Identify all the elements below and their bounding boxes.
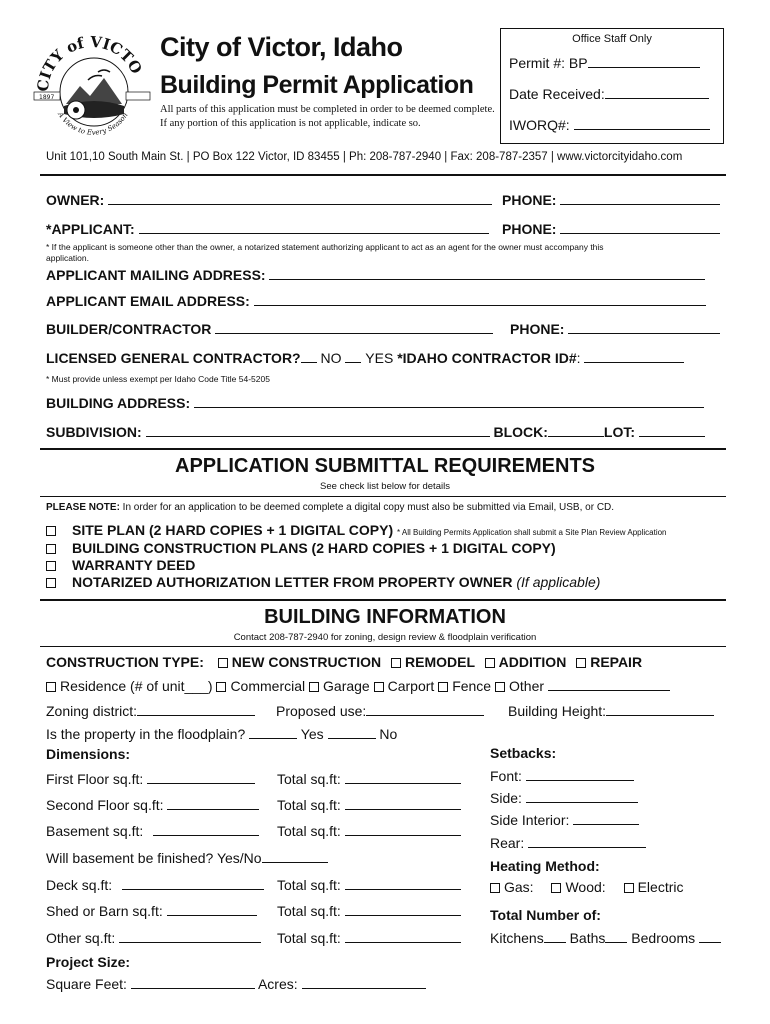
- basement-finished-row: [46, 850, 328, 866]
- floodplain-no-label: No: [379, 726, 398, 742]
- basement-label: Basement sq.ft:: [46, 823, 144, 839]
- room-counts-row: [490, 930, 721, 946]
- licensed-yes-blank[interactable]: [345, 350, 361, 363]
- building-height-label: Building Height:: [508, 703, 607, 719]
- building-address-field[interactable]: [194, 395, 704, 408]
- wood-checkbox[interactable]: [551, 883, 561, 893]
- first-floor-total-row: [277, 771, 461, 787]
- zoning-field[interactable]: [137, 703, 255, 716]
- licensed-contractor-row: LICENSED GENERAL CONTRACTOR? NO YES *IDAHO CONTRACTOR ID#:: [46, 350, 684, 366]
- repair-checkbox[interactable]: [576, 658, 586, 668]
- phone-field-2[interactable]: [560, 221, 720, 234]
- permit-number-row: [509, 55, 700, 71]
- wood-label: Wood:: [565, 879, 606, 895]
- svg-text:A View to Every Season: A View to Every Season: [56, 110, 130, 137]
- contact-line: Unit 101,10 South Main St. | PO Box 122 Victor, ID 83455 | Ph: 208-787-2940 | Fax: 208-787-2357 | www.victorcityidaho.com: [46, 151, 683, 163]
- site-plan-note: * All Building Permits Application shall submit a Site Plan Review Application: [397, 528, 667, 537]
- licensed-note: * Must provide unless exempt per Idaho Code Title 54-5205: [46, 374, 270, 384]
- electric-checkbox[interactable]: [624, 883, 634, 893]
- baths-label: Baths: [569, 930, 606, 946]
- total-label: Total sq.ft:: [277, 930, 341, 946]
- side-setback-row: [490, 790, 638, 806]
- addition-checkbox[interactable]: [485, 658, 495, 668]
- office-staff-heading: Office Staff Only: [572, 33, 652, 45]
- dimensions-heading: Dimensions:: [46, 746, 131, 762]
- front-setback-field[interactable]: [526, 768, 634, 781]
- builder-field[interactable]: [215, 321, 493, 334]
- basement-row: [46, 823, 259, 839]
- bedrooms-field[interactable]: [699, 930, 721, 943]
- please-note-text: In order for an application to be deemed complete a digital copy must also be submitted via Email, USB, or CD.: [119, 502, 615, 513]
- iworq-field[interactable]: [574, 117, 710, 130]
- intro-text: All parts of this application must be completed in order to be deemed complete. If any portion of this application is not applicable, indicate so.: [160, 104, 495, 129]
- mailing-address-row: [46, 267, 705, 283]
- square-feet-field[interactable]: [131, 976, 255, 989]
- page-title: City of Victor, Idaho: [160, 32, 403, 62]
- project-size-heading: Project Size:: [46, 954, 131, 970]
- deck-total-field[interactable]: [345, 877, 461, 890]
- electric-label: Electric: [637, 879, 684, 895]
- email-address-row: [46, 293, 706, 309]
- date-received-field[interactable]: [605, 86, 709, 99]
- zoning-label: Zoning district:: [46, 703, 138, 719]
- authorization-letter-checkbox[interactable]: [46, 578, 56, 588]
- other-checkbox[interactable]: [495, 682, 505, 692]
- proposed-use-field[interactable]: [366, 703, 484, 716]
- carport-label: Carport: [387, 678, 435, 694]
- svg-text:CITY of VICTOR: CITY of VICTO: [33, 32, 146, 93]
- other-total-field[interactable]: [345, 930, 461, 943]
- garage-checkbox[interactable]: [309, 682, 319, 692]
- baths-field[interactable]: [605, 930, 627, 943]
- mailing-address-label: APPLICANT MAILING ADDRESS:: [46, 267, 266, 283]
- first-floor-row: [46, 771, 255, 787]
- total-label: Total sq.ft:: [277, 771, 341, 787]
- city-seal-logo: [30, 30, 152, 138]
- phone-row-2: [502, 221, 720, 237]
- gas-checkbox[interactable]: [490, 883, 500, 893]
- licensed-contractor-label: LICENSED GENERAL CONTRACTOR?: [46, 350, 301, 366]
- phone-row-3: [510, 321, 720, 337]
- iworq-row: [509, 117, 710, 133]
- second-floor-row: [46, 797, 259, 813]
- total-number-heading: Total Number of:: [490, 907, 601, 923]
- shed-total-field[interactable]: [345, 903, 461, 916]
- lot-field[interactable]: [639, 424, 705, 437]
- new-construction-checkbox[interactable]: [218, 658, 228, 668]
- section-divider-2: [40, 496, 726, 497]
- phone-label: PHONE:: [502, 192, 557, 208]
- phone-label: PHONE:: [502, 221, 557, 237]
- requirement-warranty-deed: [46, 557, 195, 573]
- floodplain-yes-blank[interactable]: [249, 726, 297, 739]
- rear-setback-row: [490, 835, 646, 851]
- side-interior-setback-row: [490, 812, 639, 828]
- residence-label: Residence (# of unit___): [60, 678, 213, 694]
- building-info-subtitle: Contact 208-787-2940 for zoning, design review & floodplain verification: [233, 632, 537, 643]
- building-address-row: [46, 395, 704, 411]
- date-received-row: [509, 86, 709, 102]
- floodplain-row: [46, 726, 397, 742]
- gas-label: Gas:: [504, 879, 534, 895]
- licensed-yes-label: YES: [365, 350, 394, 366]
- construction-plans-label: BUILDING CONSTRUCTION PLANS (2 HARD COPIES + 1 DIGITAL COPY): [72, 540, 556, 556]
- applicant-field[interactable]: [139, 221, 489, 234]
- building-address-label: BUILDING ADDRESS:: [46, 395, 191, 411]
- fence-label: Fence: [452, 678, 492, 694]
- owner-row: [46, 192, 492, 208]
- please-note: [46, 502, 614, 513]
- second-floor-label: Second Floor sq.ft:: [46, 797, 164, 813]
- construction-plans-checkbox[interactable]: [46, 544, 56, 554]
- heating-method-heading: Heating Method:: [490, 858, 600, 874]
- first-floor-total-field[interactable]: [345, 771, 461, 784]
- licensed-no-blank[interactable]: [301, 350, 317, 363]
- total-label: Total sq.ft:: [277, 797, 341, 813]
- floodplain-yes-label: Yes: [300, 726, 324, 742]
- proposed-use-row: [276, 703, 484, 719]
- total-label: Total sq.ft:: [277, 823, 341, 839]
- use-type-row: [46, 678, 670, 694]
- front-setback-row: [490, 768, 634, 784]
- commercial-checkbox[interactable]: [216, 682, 226, 692]
- phone-row-1: [502, 192, 720, 208]
- requirement-site-plan: [46, 522, 667, 538]
- zoning-row: [46, 703, 255, 719]
- basement-finished-field[interactable]: [262, 850, 328, 863]
- phone-field-1[interactable]: [560, 192, 720, 205]
- deck-row: [46, 877, 264, 893]
- other-sqft-row: [46, 930, 261, 946]
- page-subtitle: Building Permit Application: [160, 71, 474, 99]
- floodplain-label: Is the property in the floodplain?: [46, 726, 246, 742]
- heating-options-row: [490, 879, 683, 895]
- contractor-id-label: *IDAHO CONTRACTOR ID#: [397, 350, 577, 366]
- rear-setback-label: Rear:: [490, 835, 525, 851]
- fence-checkbox[interactable]: [438, 682, 448, 692]
- iworq-label: IWORQ#:: [509, 117, 570, 133]
- subdivision-field[interactable]: [146, 424, 490, 437]
- requirement-authorization-letter: [46, 574, 600, 590]
- requirement-construction-plans: [46, 540, 556, 556]
- rear-setback-field[interactable]: [528, 835, 646, 848]
- permit-field[interactable]: [588, 55, 700, 68]
- bedrooms-label: Bedrooms: [631, 930, 696, 946]
- applicant-label: *APPLICANT:: [46, 221, 135, 237]
- commercial-label: Commercial: [230, 678, 306, 694]
- block-field[interactable]: [548, 424, 604, 437]
- permit-label: Permit #: BP: [509, 55, 588, 71]
- second-floor-total-row: [277, 797, 461, 813]
- square-feet-label: Square Feet:: [46, 976, 127, 992]
- date-received-label: Date Received:: [509, 86, 605, 102]
- contractor-id-field[interactable]: [584, 350, 684, 363]
- requirements-title: APPLICATION SUBMITTAL REQUIREMENTS: [175, 455, 595, 477]
- site-plan-label: SITE PLAN (2 HARD COPIES + 1 DIGITAL COPY): [72, 522, 394, 538]
- authorization-letter-note: (If applicable): [516, 574, 601, 590]
- total-label: Total sq.ft:: [277, 903, 341, 919]
- builder-row: [46, 321, 493, 337]
- first-floor-label: First Floor sq.ft:: [46, 771, 144, 787]
- shed-row: [46, 903, 257, 919]
- basement-finished-label: Will basement be finished? Yes/No: [46, 850, 262, 866]
- square-feet-row: [46, 976, 426, 992]
- owner-field[interactable]: [108, 192, 492, 205]
- remodel-checkbox[interactable]: [391, 658, 401, 668]
- builder-label: BUILDER/CONTRACTOR: [46, 321, 212, 337]
- new-construction-label: NEW CONSTRUCTION: [231, 654, 382, 670]
- section-divider-1: [40, 448, 726, 450]
- requirements-subtitle: See check list below for details: [320, 481, 450, 492]
- construction-type-row: [46, 654, 642, 670]
- remodel-label: REMODEL: [405, 654, 475, 670]
- second-floor-field[interactable]: [167, 797, 259, 810]
- front-setback-label: Font:: [490, 768, 522, 784]
- kitchens-field[interactable]: [544, 930, 566, 943]
- addition-label: ADDITION: [498, 654, 567, 670]
- block-label: BLOCK:: [493, 424, 548, 440]
- first-floor-field[interactable]: [147, 771, 255, 784]
- carport-checkbox[interactable]: [374, 682, 384, 692]
- floodplain-no-blank[interactable]: [328, 726, 376, 739]
- other-label: Other: [509, 678, 545, 694]
- residence-checkbox[interactable]: [46, 682, 56, 692]
- site-plan-checkbox[interactable]: [46, 526, 56, 536]
- acres-label: Acres:: [257, 976, 298, 992]
- building-info-title: BUILDING INFORMATION: [264, 606, 506, 628]
- svg-text:1897: 1897: [39, 94, 55, 101]
- side-interior-setback-label: Side Interior:: [490, 812, 570, 828]
- side-interior-setback-field[interactable]: [573, 812, 639, 825]
- basement-total-field[interactable]: [345, 823, 461, 836]
- kitchens-label: Kitchens: [490, 930, 544, 946]
- building-height-field[interactable]: [606, 703, 714, 716]
- applicant-row: [46, 221, 489, 237]
- header-divider: [40, 174, 726, 176]
- other-total-row: [277, 930, 461, 946]
- building-height-row: [508, 703, 714, 719]
- side-setback-label: Side:: [490, 790, 522, 806]
- section-divider-4: [40, 646, 726, 647]
- phone-field-3[interactable]: [568, 321, 720, 334]
- phone-label: PHONE:: [510, 321, 565, 337]
- side-setback-field[interactable]: [526, 790, 638, 803]
- construction-type-label: CONSTRUCTION TYPE:: [46, 654, 204, 670]
- applicant-note: * If the applicant is someone other than the owner, a notarized statement authorizing applicant to act as an agent for the owner must accompany this application.: [46, 242, 604, 263]
- deck-label: Deck sq.ft:: [46, 877, 113, 893]
- email-address-label: APPLICANT EMAIL ADDRESS:: [46, 293, 250, 309]
- basement-total-row: [277, 823, 461, 839]
- please-note-label: PLEASE NOTE:: [46, 502, 120, 513]
- warranty-deed-label: WARRANTY DEED: [72, 557, 196, 573]
- shed-label: Shed or Barn sq.ft:: [46, 903, 163, 919]
- section-divider-3: [40, 599, 726, 601]
- proposed-use-label: Proposed use:: [276, 703, 367, 719]
- subdivision-row: [46, 424, 705, 440]
- shed-total-row: [277, 903, 461, 919]
- office-staff-box: [500, 28, 724, 144]
- repair-label: REPAIR: [590, 654, 643, 670]
- email-address-field[interactable]: [254, 293, 706, 306]
- shed-field[interactable]: [167, 903, 257, 916]
- other-field[interactable]: [548, 678, 670, 691]
- subdivision-label: SUBDIVISION:: [46, 424, 142, 440]
- acres-field[interactable]: [302, 976, 426, 989]
- licensed-no-label: NO: [320, 350, 342, 366]
- garage-label: Garage: [323, 678, 370, 694]
- lot-label: LOT:: [603, 424, 636, 440]
- authorization-letter-label: NOTARIZED AUTHORIZATION LETTER FROM PROPERTY OWNER: [72, 574, 513, 590]
- setbacks-heading: Setbacks:: [490, 745, 557, 761]
- deck-total-row: [277, 877, 461, 893]
- second-floor-total-field[interactable]: [345, 797, 461, 810]
- warranty-deed-checkbox[interactable]: [46, 561, 56, 571]
- total-label: Total sq.ft:: [277, 877, 341, 893]
- basement-field[interactable]: [153, 823, 259, 836]
- other-sqft-label: Other sq.ft:: [46, 930, 116, 946]
- other-sqft-field[interactable]: [119, 930, 261, 943]
- deck-field[interactable]: [122, 877, 264, 890]
- owner-label: OWNER:: [46, 192, 105, 208]
- mailing-address-field[interactable]: [269, 267, 705, 280]
